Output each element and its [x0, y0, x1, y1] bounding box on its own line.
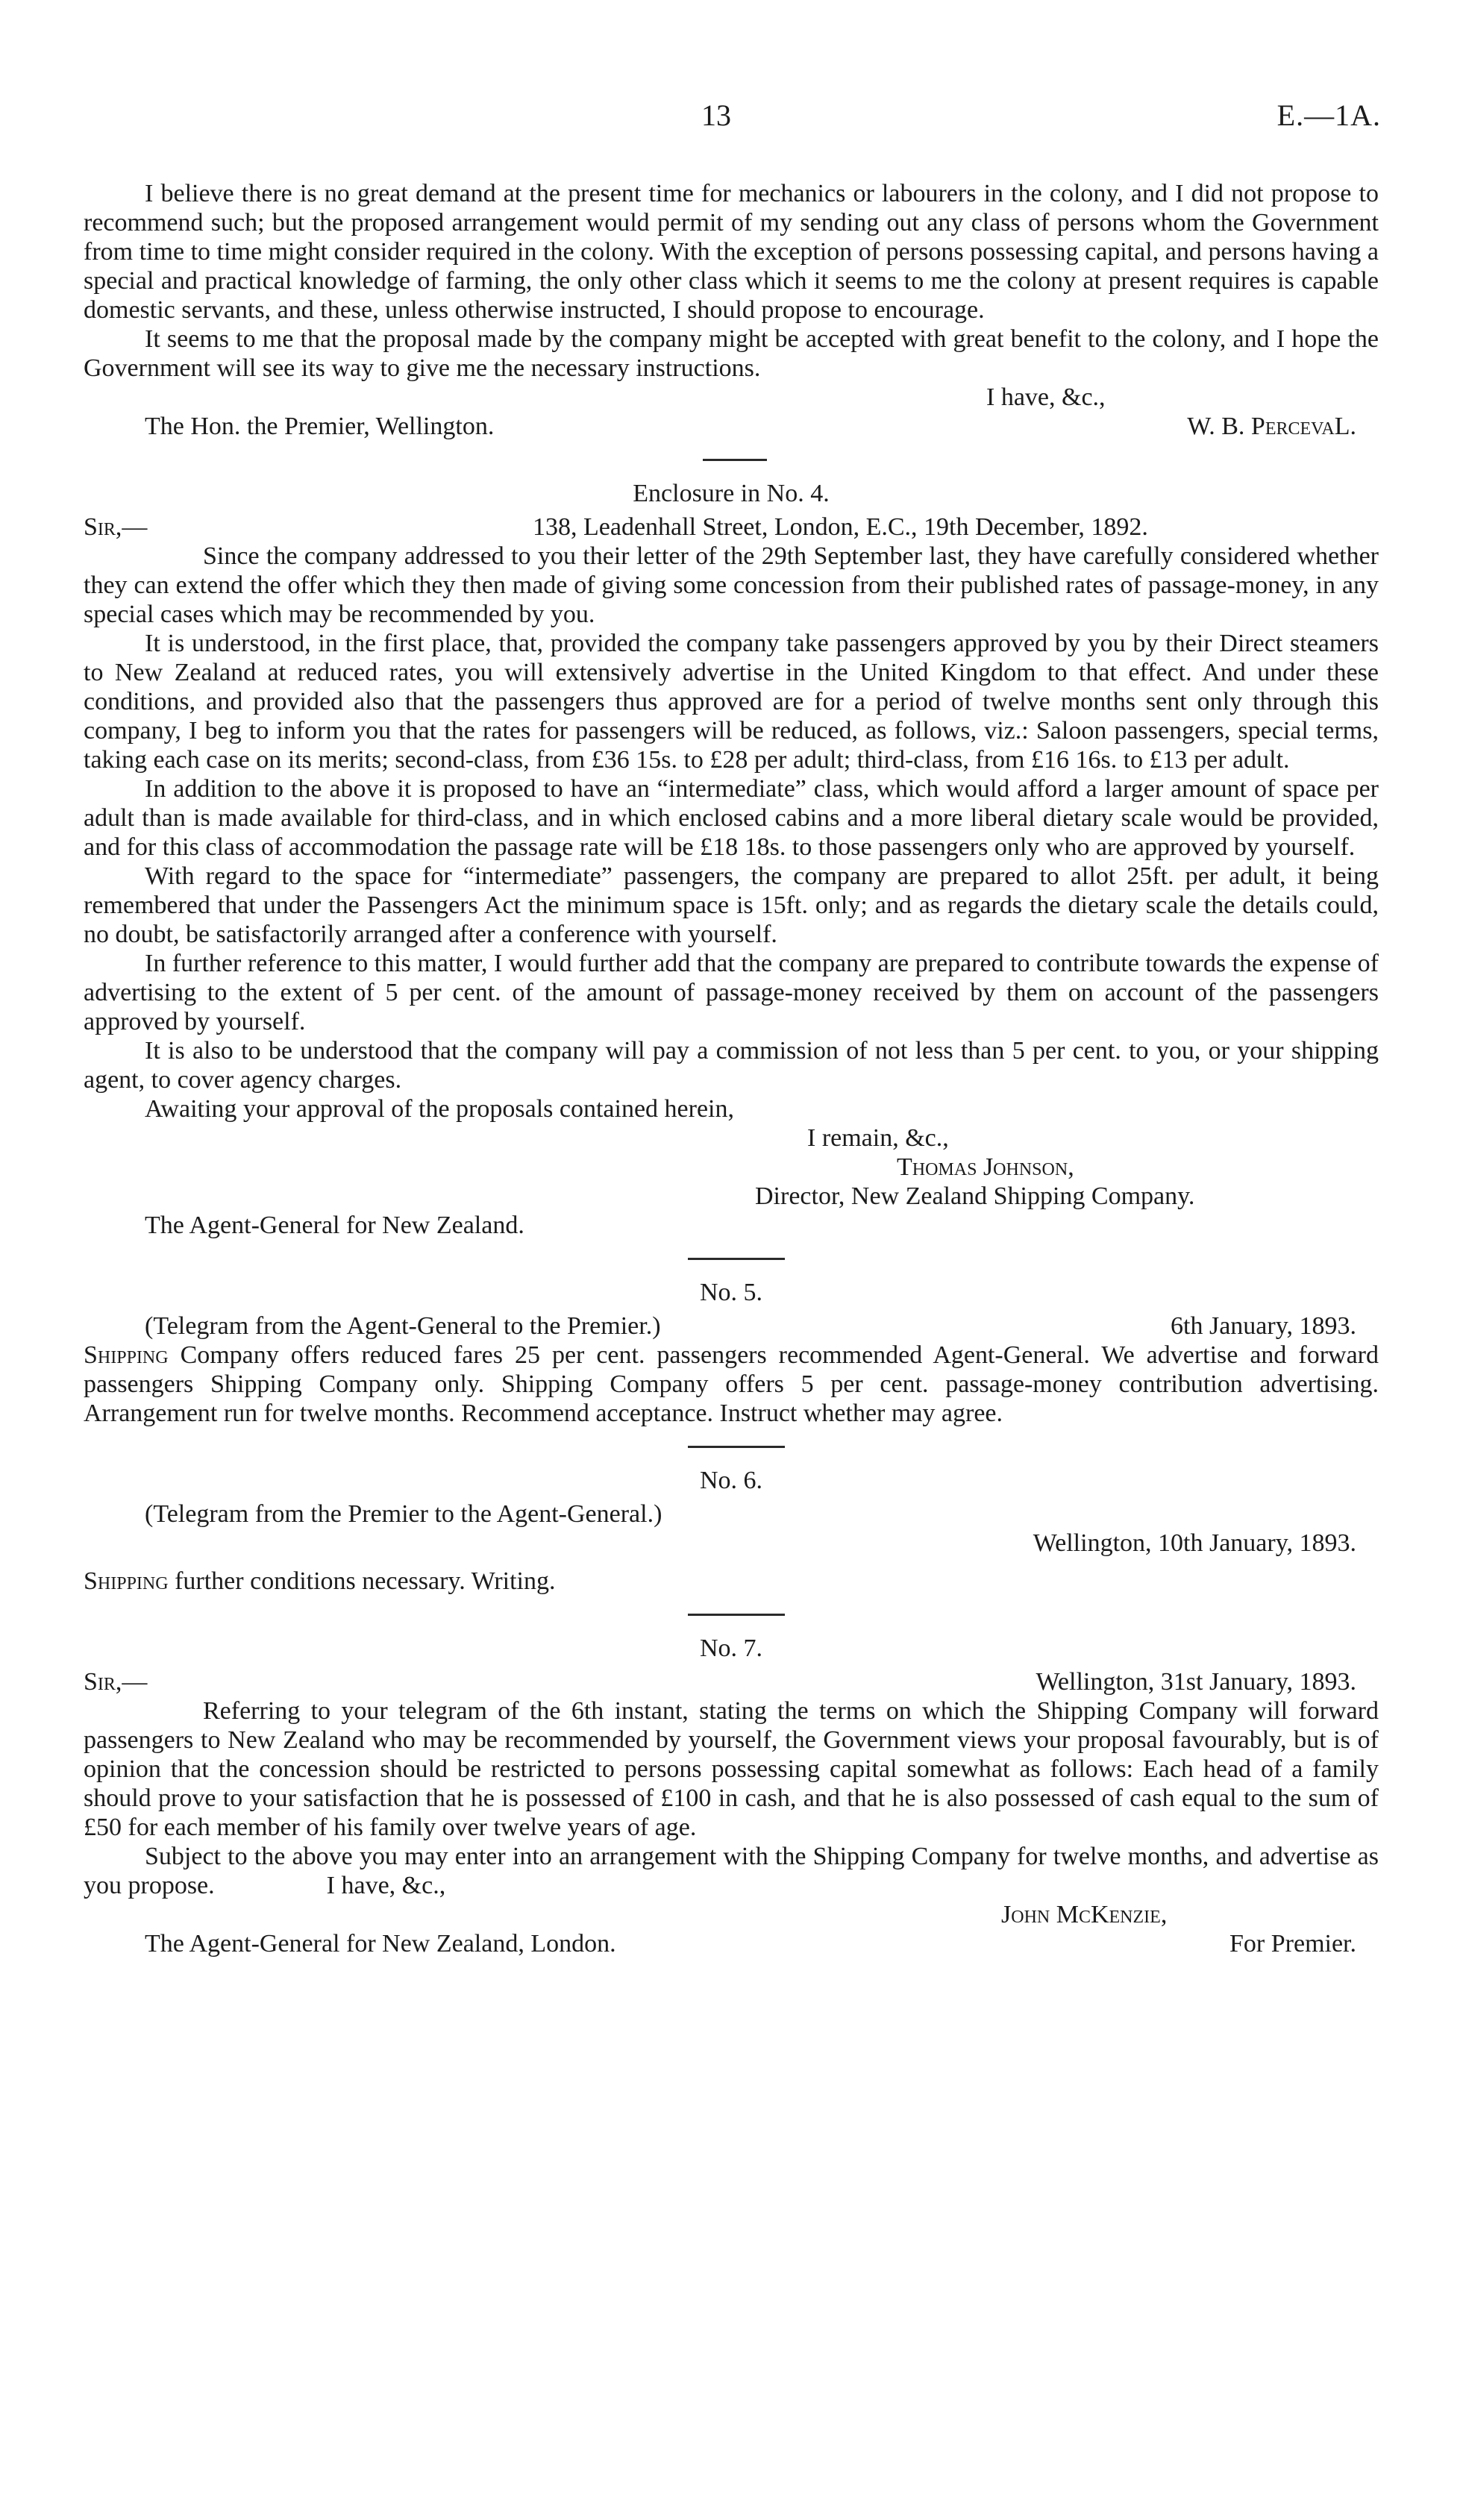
- enclosure-address-row: [84, 513, 1379, 542]
- no7-salutation: Sir,—: [84, 1668, 148, 1696]
- no7-date: Wellington, 31st January, 1893.: [1036, 1668, 1356, 1696]
- enclosure-paragraph-1: Since the company addressed to you their letter of the 29th September last, they have carefully considered whether they can extend the offer which they then made of giving some concession from their published rates of passage-money, in any special cases which may be recommended by you.: [84, 542, 1379, 628]
- no7-paragraph-2-text: Subject to the above you may enter into an arrangement with the Shipping Company for twelve months, and advertise as you propose.: [84, 1843, 1379, 1899]
- enclosure-paragraph-5: In further reference to this matter, I would further add that the company are prepared to contribute towards the expense of advertising to the extent of 5 per cent. of the amount of passage-money received by them on account of the passengers approved by yourself.: [84, 950, 1379, 1035]
- enclosure-address-date: 138, Leadenhall Street, London, E.C., 19th December, 1892.: [533, 513, 1148, 541]
- no5-subheading-row: [84, 1311, 1379, 1341]
- enclosure-paragraph-3: In addition to the above it is proposed to have an “intermediate” class, which would afford a larger amount of space per adult than is made available for third-class, and in which enclosed cabins and a more liberal dietary scale would be provided, and for this class of accommodation the passage rate will be £18 18s. to those passengers only who are approved by yourself.: [84, 775, 1379, 861]
- intro-signature: W. B. PercevaL.: [1187, 413, 1356, 440]
- intro-signoff-row: [84, 412, 1379, 441]
- no6-date-row: [84, 1529, 1379, 1558]
- no7-signoff-row: [84, 1929, 1379, 1958]
- no6-heading: No. 6.: [699, 1467, 763, 1494]
- enclosure-addressee-row: [84, 1211, 1379, 1240]
- no7-heading: No. 7.: [699, 1634, 763, 1662]
- section-divider: [688, 1446, 785, 1448]
- enclosure-signature: Thomas Johnson,: [897, 1153, 1074, 1181]
- no6-date: Wellington, 10th January, 1893.: [1033, 1529, 1356, 1557]
- no7-paragraph-1: Referring to your telegram of the 6th instant, stating the terms on which the Shipping Company will forward passengers to New Zealand who may be recommended by yourself, the Government views your proposal favourably, but is of opinion that the concession should be restricted to persons possessing capital somewhat as follows: Each head of a family should prove to your satisfaction that he is possessed of £100 in cash, and that he is also possessed of cash equal to the sum of £50 for each member of his family over twelve years of age.: [84, 1697, 1379, 1841]
- enclosure-paragraph-6: It is also to be understood that the company will pay a commission of not less than 5 per cent. to you, or your shipping agent, to cover agency charges.: [84, 1037, 1379, 1094]
- no5-telegram-text: [84, 1341, 1379, 1428]
- document-body: [84, 179, 1379, 1958]
- no7-addressee: The Agent-General for New Zealand, London.: [145, 1930, 616, 1958]
- enclosure-salutation: Sir,—: [84, 513, 148, 541]
- enclosure-paragraph-2: It is understood, in the first place, that, provided the company take passengers approved by you by their Direct steamers to New Zealand at reduced rates, you will extensively advertise in the United Kingdom to that effect. And under these conditions, and provided also that the passengers thus approved are for a period of twelve months sent only through this company, I beg to inform you that the rates for passengers will be reduced, as follows, viz.: Saloon passengers, special terms, taking each case on its merits; second-class, from £36 15s. to £28 per adult; third-class, from £16 16s. to £13 per adult.: [84, 630, 1379, 774]
- no7-para2-row-1: [84, 1842, 1379, 1900]
- no6-telegram-text: [84, 1567, 1379, 1596]
- intro-paragraph-2: It seems to me that the proposal made by the company might be accepted with great benefit to the colony, and I hope the Government will see its way to give me the necessary instructions.: [84, 325, 1379, 382]
- no5-date: 6th January, 1893.: [1171, 1312, 1356, 1340]
- enclosure-closing: I remain, &c.,: [807, 1124, 949, 1152]
- enclosure-paragraph-4: With regard to the space for “intermediate” passengers, the company are prepared to allot 25ft. per adult, it being remembered that under the Passengers Act the minimum space is 15ft. only; and as regards the dietary scale the details could, no doubt, be satisfactorily arranged after a conference with yourself.: [84, 862, 1379, 948]
- enclosure-paragraph-7: Awaiting your approval of the proposals contained herein,: [145, 1095, 734, 1123]
- no5-subheading: (Telegram from the Agent-General to the Premier.): [145, 1312, 661, 1340]
- enclosure-title-row: [84, 1182, 1379, 1211]
- intro-closing-row: [84, 383, 1379, 412]
- no5-heading: No. 5.: [699, 1279, 763, 1306]
- spacer: [84, 1558, 1379, 1567]
- no6-body: further conditions necessary. Writing.: [175, 1567, 556, 1595]
- no7-signature-row: [84, 1900, 1379, 1929]
- document-reference: E.—1A.: [1276, 98, 1381, 132]
- no6-subheading: (Telegram from the Premier to the Agent-General.): [145, 1500, 662, 1528]
- intro-addressee: The Hon. the Premier, Wellington.: [145, 413, 495, 440]
- no5-body: Company offers reduced fares 25 per cent. passengers recommended Agent-General. We advertise and forward passengers Shipping Company only. Shipping Company offers 5 per cent. passage-money contribution advertising. Arrangement run for twelve months. Recommend acceptance. Instruct whether may agree.: [84, 1341, 1379, 1427]
- enclosure-closing-row: [84, 1123, 1379, 1153]
- no7-salutation-row: [84, 1667, 1379, 1696]
- no7-signature: John McKenzie,: [1001, 1901, 1168, 1928]
- page-header: [0, 98, 1463, 138]
- enclosure-heading: Enclosure in No. 4.: [633, 480, 830, 507]
- no7-for-premier: For Premier.: [1229, 1930, 1356, 1958]
- section-divider: [703, 459, 767, 461]
- no7-closing: I have, &c.,: [326, 1872, 446, 1899]
- no6-subheading-row: [84, 1499, 1379, 1529]
- intro-paragraph-1: I believe there is no great demand at the present time for mechanics or labourers in the colony, and I did not propose to recommend such; but the proposed arrangement would permit of my sending out any class of persons whom the Government from time to time might consider required in the colony. With the exception of persons possessing capital, and persons having a special and practical knowledge of farming, the only other class which it seems to me the colony at present requires is capable domestic servants, and these, unless otherwise instructed, I should propose to encourage.: [84, 180, 1379, 324]
- enclosure-addressee: The Agent-General for New Zealand.: [145, 1212, 524, 1239]
- no7-paragraph-2: [84, 1842, 1379, 1900]
- page-number: 13: [701, 98, 731, 132]
- section-divider: [688, 1258, 785, 1260]
- enclosure-signer-title: Director, New Zealand Shipping Company.: [755, 1182, 1195, 1210]
- enclosure-signature-row: [84, 1153, 1379, 1182]
- intro-closing: I have, &c.,: [986, 383, 1106, 411]
- no5-first-word: Shipping: [84, 1341, 169, 1369]
- section-divider: [688, 1614, 785, 1616]
- no6-first-word: Shipping: [84, 1567, 169, 1595]
